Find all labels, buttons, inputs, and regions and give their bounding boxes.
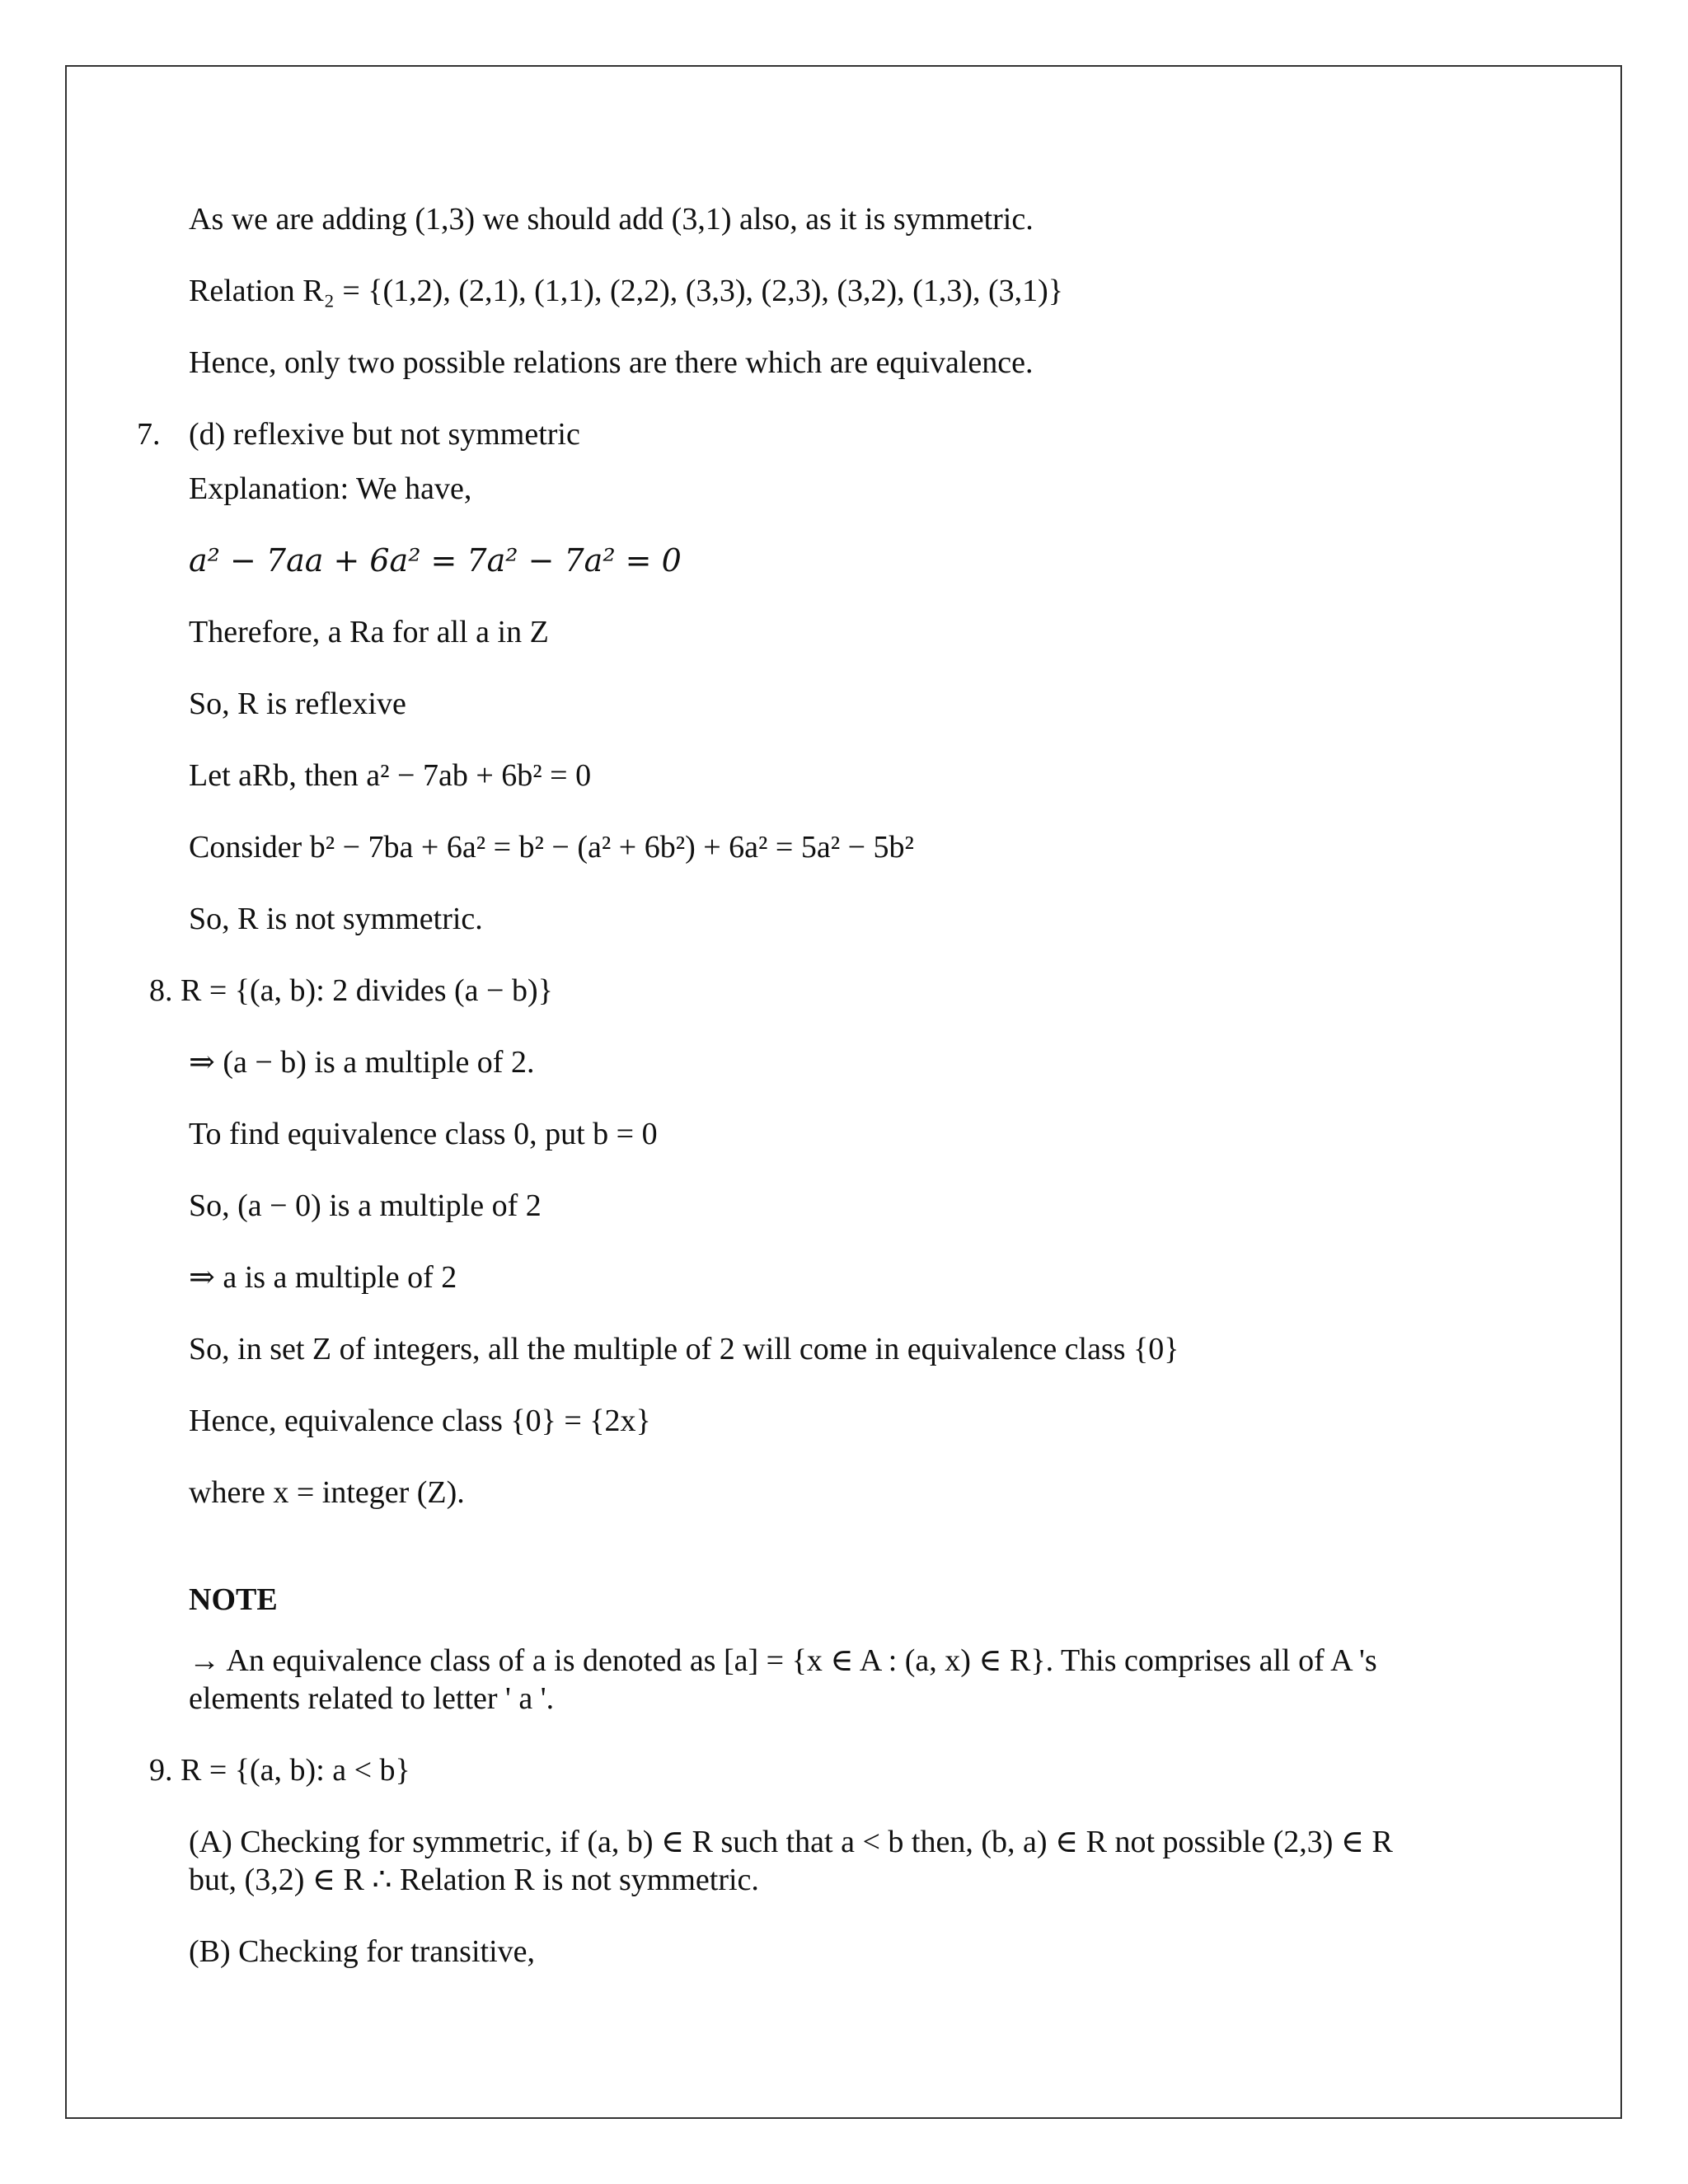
note-text-line: → An equivalence class of a is denoted as [a] = {x ∈ A : (a, x) ∈ R}. This comprises all of A 's <box>189 1643 1377 1678</box>
text-line: ⇒ (a − b) is a multiple of 2. <box>189 1045 535 1080</box>
text-line: Therefore, a Ra for all a in Z <box>189 615 549 649</box>
note-text-line: elements related to letter ' a '. <box>189 1681 555 1716</box>
text-line: but, (3,2) ∈ R ∴ Relation R is not symmetric. <box>189 1863 759 1897</box>
equation-line: a² − 7aa + 6a² = 7a² − 7a² = 0 <box>189 542 682 579</box>
equation-line: Let aRb, then a² − 7ab + 6b² = 0 <box>189 758 592 793</box>
text-line: So, R is not symmetric. <box>189 902 483 936</box>
text-line: So, (a − 0) is a multiple of 2 <box>189 1188 542 1223</box>
text-line: Explanation: We have, <box>189 471 472 506</box>
text-line: Hence, only two possible relations are there which are equivalence. <box>189 345 1034 380</box>
equation-line: Consider b² − 7ba + 6a² = b² − (a² + 6b²) + 6a² = 5a² − 5b² <box>189 830 914 865</box>
text-line: As we are adding (1,3) we should add (3,1) also, as it is symmetric. <box>189 202 1034 237</box>
relation-r2-line: Relation R₂ = {(1,2), (2,1), (1,1), (2,2), (3,3), (2,3), (3,2), (1,3), (3,1)} <box>189 274 1064 308</box>
text-line: where x = integer (Z). <box>189 1475 465 1510</box>
question-number-7: 7. <box>137 417 161 452</box>
text-line: (A) Checking for symmetric, if (a, b) ∈ R such that a < b then, (b, a) ∈ R not possible (2,3) ∈ R <box>189 1825 1393 1859</box>
question-9-heading: 9. R = {(a, b): a < b} <box>149 1753 410 1788</box>
text-line: ⇒ a is a multiple of 2 <box>189 1260 457 1295</box>
note-heading: NOTE <box>189 1582 278 1617</box>
text-line: To find equivalence class 0, put b = 0 <box>189 1117 658 1151</box>
text-line: Hence, equivalence class {0} = {2x} <box>189 1404 651 1438</box>
text-line: (B) Checking for transitive, <box>189 1934 536 1969</box>
question-8-heading: 8. R = {(a, b): 2 divides (a − b)} <box>149 973 553 1008</box>
text-line: So, in set Z of integers, all the multiple of 2 will come in equivalence class {0} <box>189 1332 1179 1366</box>
text-line: So, R is reflexive <box>189 687 406 721</box>
q7-answer: (d) reflexive but not symmetric <box>189 417 580 452</box>
